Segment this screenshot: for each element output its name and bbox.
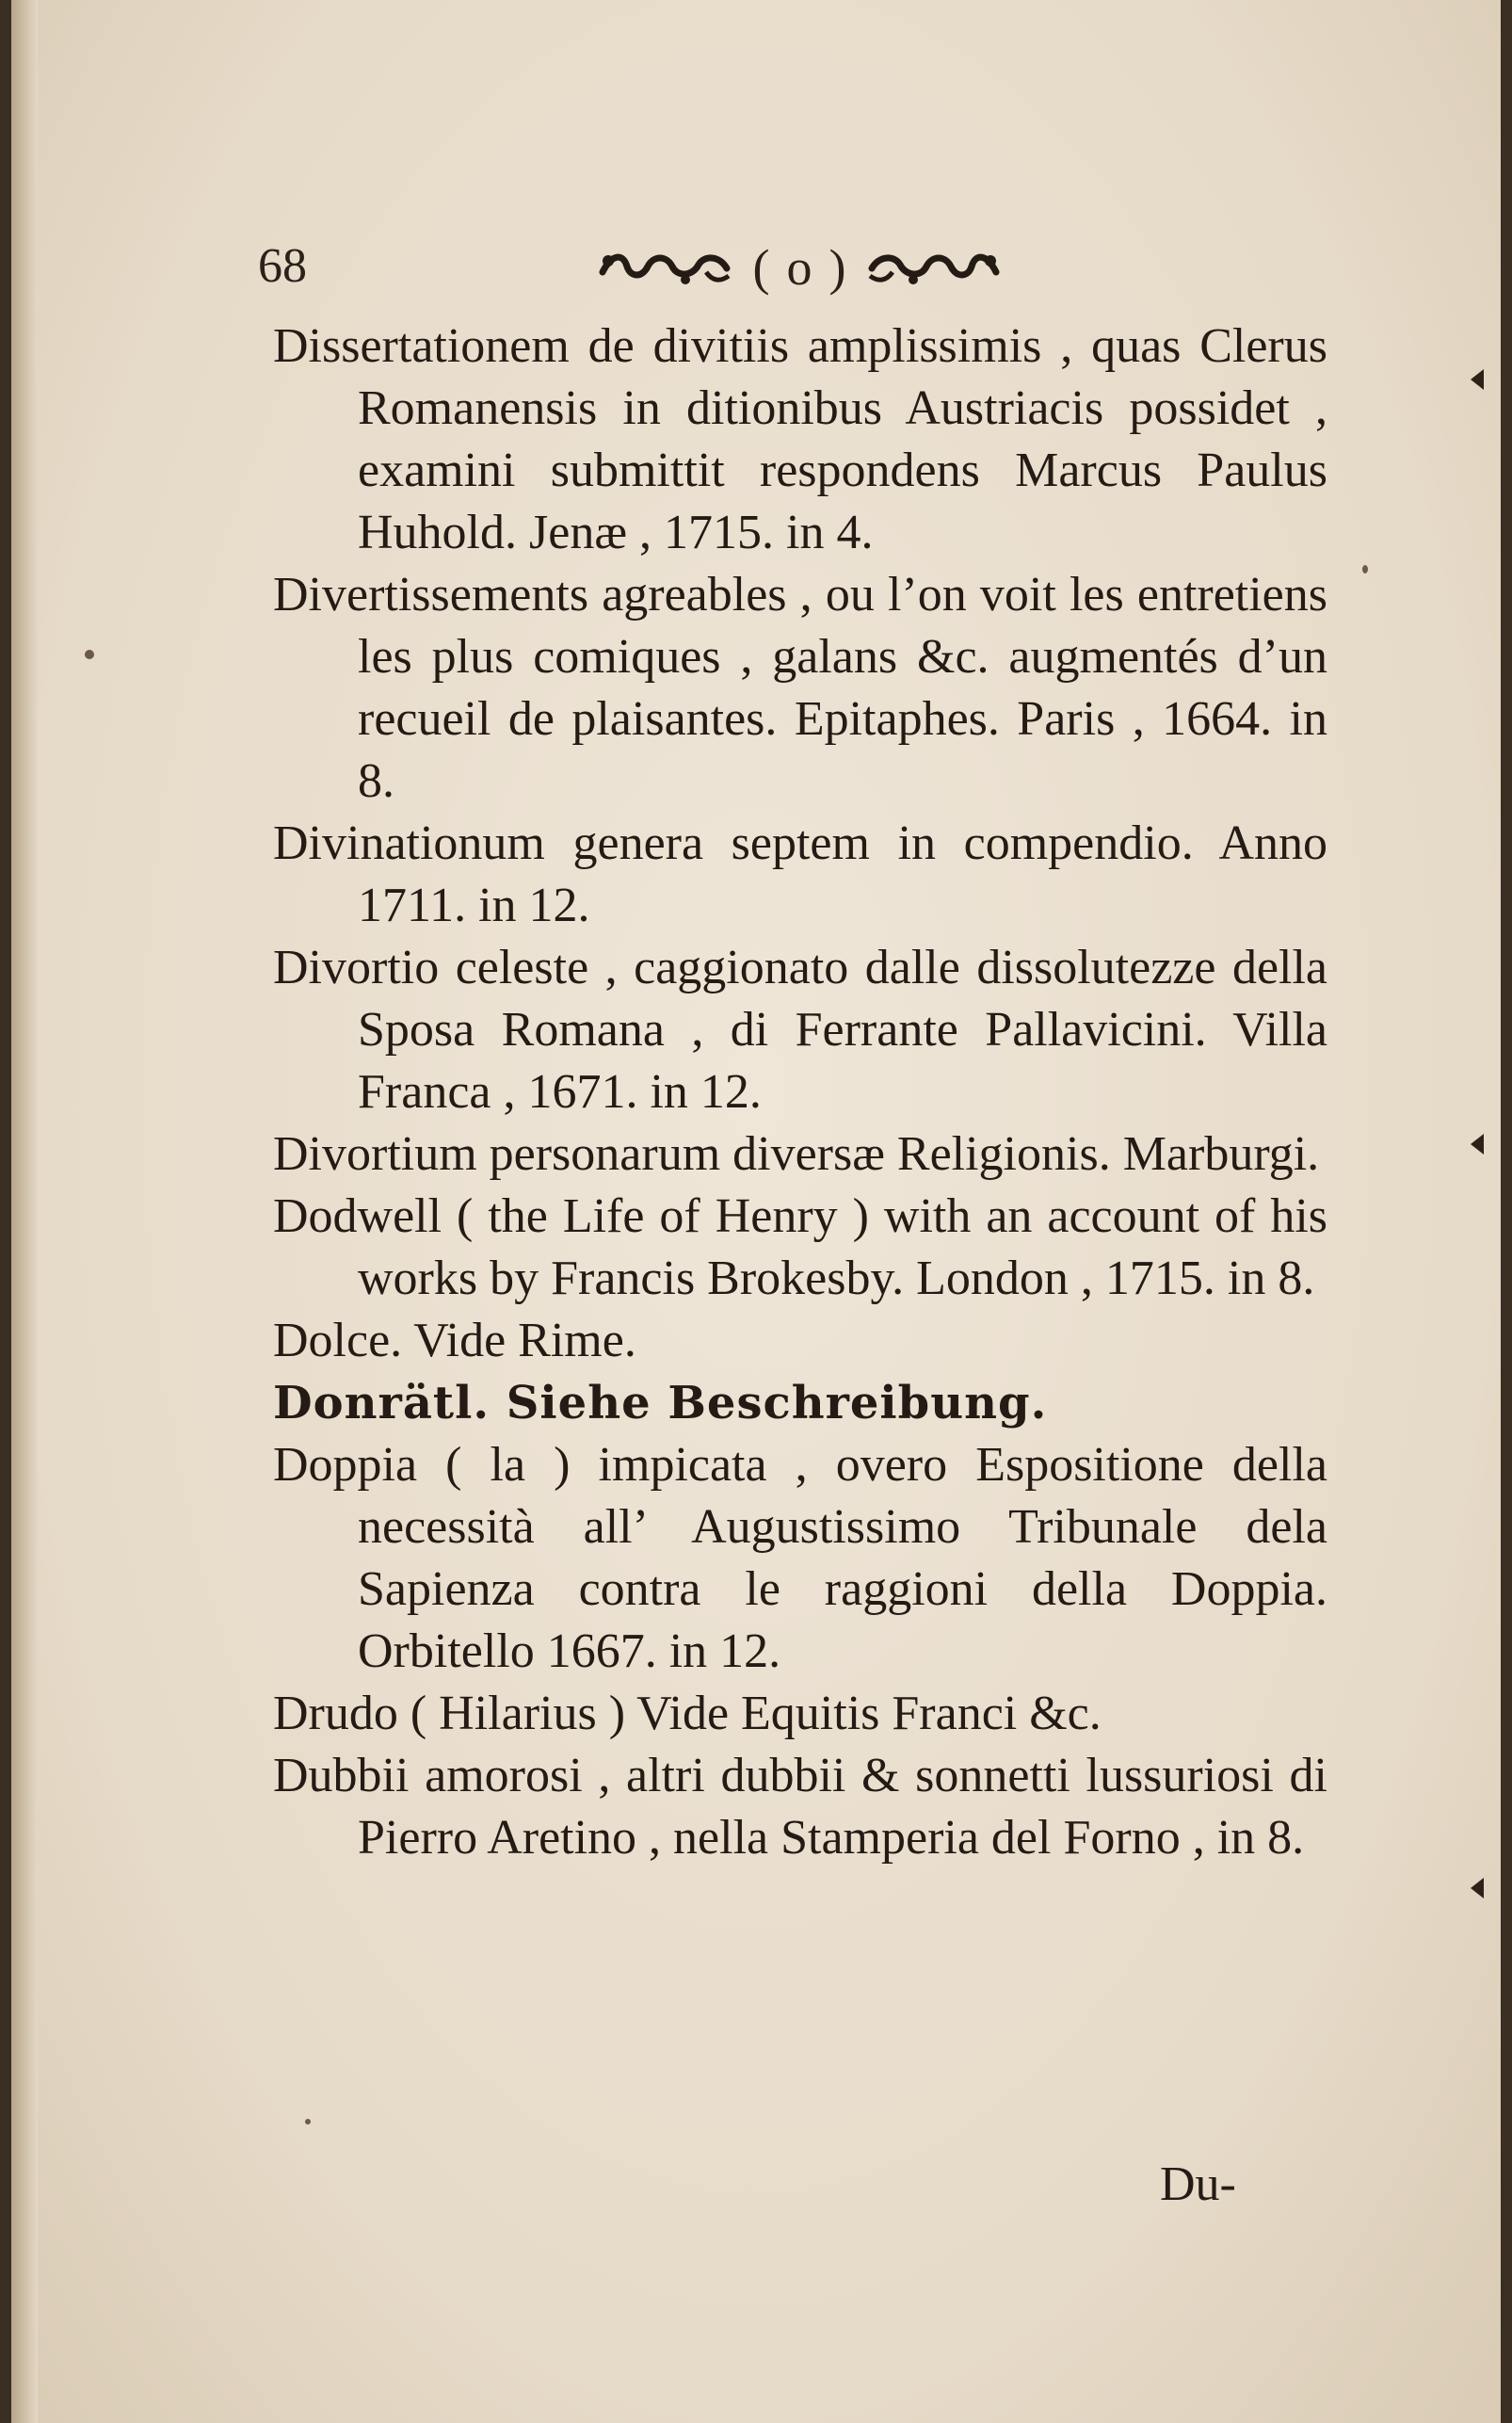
paren-close: ) [828,239,846,296]
entry-divortio-celeste: Divortio celeste , caggionato dalle dissolutezze della Sposa Romana , di Ferrante Pallavicini. Villa Franca , 1671. in 12. [273,941,1327,1119]
entry-dolce: Dolce. Vide Rime. [273,1314,636,1367]
page-header [11,221,1501,306]
entry-donratl: Donrätl. Siehe Beschreibung. [273,1377,1048,1430]
paper-speck [1362,565,1368,573]
entry-dissertationem: Dissertationem de divitiis amplissimis , quas Clerus Romanensis in ditionibus Austriacis possidet , examini submittit respondens Marcus Paulus Huhold. Jenæ , 1715. in 4. [273,319,1327,559]
entry-divortium: Divortium personarum diversæ Religionis. Marburgi. [273,1127,1320,1181]
entry-doppia: Doppia ( la ) impicata , overo Espositione della necessità all’ Augustissimo Tribunale dela Sapienza contra le raggioni della Doppia. Orbitello 1667. in 12. [273,1438,1327,1678]
entry-list [273,315,1327,1869]
scroll-ornament-left-icon [595,244,736,291]
page-gutter [11,0,38,2423]
edge-mark [1471,1134,1484,1155]
page-number: 68 [258,239,307,293]
paren-open: ( [752,239,770,296]
scroll-ornament-right-icon [862,244,1004,291]
catchword: Du- [1160,2157,1236,2211]
entry-dodwell: Dodwell ( the Life of Henry ) with an account of his works by Francis Brokesby. London , 1715. in 8. [273,1189,1327,1305]
paper-speck [85,650,94,659]
entry-dubbii: Dubbii amorosi , altri dubbii & sonnetti lussuriosi di Pierro Aretino , nella Stamperia del Forno , in 8. [273,1749,1327,1865]
entry-divinationum: Divinationum genera septem in compendio. Anno 1711. in 12. [273,816,1327,932]
entry-divertissements: Divertissements agreables , ou l’on voit les entretiens les plus comiques , galans &c. augmentés d’un recueil de plaisantes. Epitaphes. Paris , 1664. in 8. [273,568,1327,808]
running-head [583,234,1016,300]
paper-speck [305,2119,311,2124]
book-page [11,0,1501,2423]
edge-mark [1471,369,1484,390]
edge-mark [1471,1878,1484,1898]
entry-drudo: Drudo ( Hilarius ) Vide Equitis Franci &c. [273,1687,1102,1740]
paren-mark: o [786,239,812,296]
